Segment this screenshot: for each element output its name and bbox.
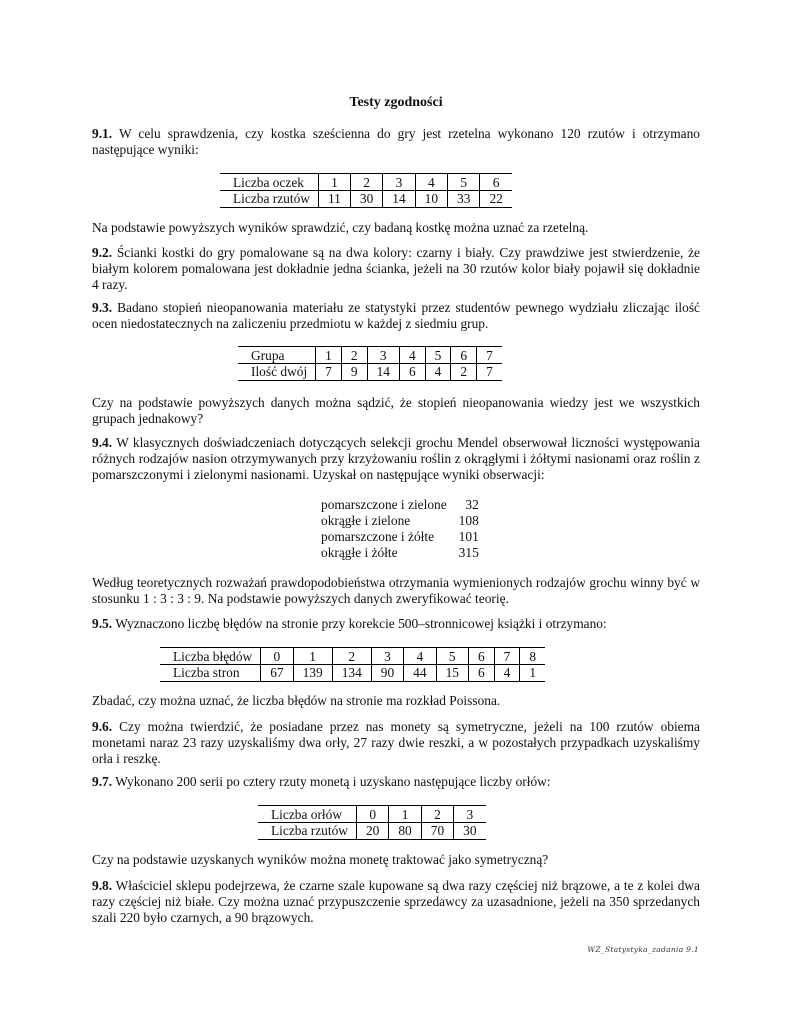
exercise-number: 9.1. bbox=[92, 126, 113, 141]
table-row bbox=[220, 191, 512, 208]
table-cell: 5 bbox=[448, 174, 480, 191]
table-cell: 2 bbox=[421, 806, 453, 823]
table-cell: 15 bbox=[436, 665, 468, 682]
table-9-3 bbox=[238, 346, 502, 381]
row-label: Grupa bbox=[238, 347, 316, 364]
table-cell: 134 bbox=[332, 665, 371, 682]
exercise-9-7-question: Czy na podstawie uzyskanych wyników można monetę traktować jako symetryczną? bbox=[92, 852, 549, 867]
exercise-9-3-question: Czy na podstawie powyższych danych można sądzić, że stopień nieopanowania wiedzy jest we wszystkich grupach jednakowy? bbox=[92, 395, 700, 426]
table-cell: 5 bbox=[425, 347, 451, 364]
table-9-4 bbox=[321, 497, 479, 561]
table-cell: 11 bbox=[318, 191, 350, 208]
exercise-text: W celu sprawdzenia, czy kostka sześcienna do gry jest rzetelna wykonano 120 rzutów i otrzymano następujące wyniki: bbox=[92, 126, 701, 157]
table-cell: 90 bbox=[371, 665, 403, 682]
exercise-9-7 bbox=[92, 774, 700, 790]
exercise-9-4-question: Według teoretycznych rozważań prawdopodobieństwa otrzymania wymienionych rodzajów grochu winny być w stosunku 1 : 3 : 3 : 9. Na podstawie powyższych danych zweryfikować teorię. bbox=[92, 575, 700, 606]
table-cell: 2 bbox=[451, 364, 477, 381]
table-cell: 9 bbox=[341, 364, 367, 381]
table-cell: 2 bbox=[350, 174, 382, 191]
table-cell: 3 bbox=[367, 347, 399, 364]
exercise-9-5 bbox=[92, 616, 700, 632]
table-cell: 4 bbox=[399, 347, 425, 364]
table-cell: 2 bbox=[341, 347, 367, 364]
table-cell: 1 bbox=[520, 665, 545, 682]
table-cell: 44 bbox=[404, 665, 436, 682]
table-9-7 bbox=[258, 805, 486, 840]
table-cell: 1 bbox=[316, 347, 342, 364]
table-cell: 80 bbox=[389, 823, 421, 840]
table-cell: 4 bbox=[415, 174, 447, 191]
table-cell: 30 bbox=[454, 823, 486, 840]
row-label: pomarszczone i żółte bbox=[321, 529, 435, 544]
table-cell: 3 bbox=[383, 174, 415, 191]
table-cell: 22 bbox=[480, 191, 512, 208]
exercise-text: Wykonano 200 serii po cztery rzuty monetą i uzyskano następujące liczby orłów: bbox=[115, 774, 551, 789]
exercise-number: 9.5. bbox=[92, 616, 113, 631]
table-header-row bbox=[160, 648, 545, 665]
table-cell: 14 bbox=[383, 191, 415, 208]
table-cell: 4 bbox=[494, 665, 520, 682]
table-cell: 14 bbox=[367, 364, 399, 381]
table-cell: 7 bbox=[316, 364, 342, 381]
table-9-5 bbox=[160, 647, 545, 682]
table-cell: 32 bbox=[465, 497, 479, 512]
table-header-row bbox=[220, 174, 512, 191]
table-row bbox=[160, 665, 545, 682]
row-label: Liczba rzutów bbox=[220, 191, 318, 208]
exercise-number: 9.3. bbox=[92, 300, 113, 315]
exercise-9-4 bbox=[92, 435, 700, 483]
table-cell: 6 bbox=[468, 648, 494, 665]
exercise-9-8 bbox=[92, 878, 700, 926]
exercise-text: W klasycznych doświadczeniach dotyczących selekcji grochu Mendel obserwował liczności występowania różnych rodzajów nasion otrzymywanych przy krzyżowaniu roślin z okrągłymi i żółtymi nasionami oraz roślin z pomarszczonymi i zielonymi nasionami. Uzyskał on następujące wyniki obserwacji: bbox=[92, 435, 700, 482]
exercise-text: Badano stopień nieopanowania materiału ze statystyki przez studentów pewnego wydziału zliczając ilość ocen niedostatecznych na zaliczeniu przedmiotu w każdej z siedmiu grup. bbox=[92, 300, 700, 331]
table-cell: 2 bbox=[332, 648, 371, 665]
table-9-1 bbox=[220, 173, 512, 208]
exercise-number: 9.7. bbox=[92, 774, 113, 789]
table-cell: 6 bbox=[451, 347, 477, 364]
page-title: Testy zgodności bbox=[349, 95, 443, 110]
table-cell: 7 bbox=[477, 364, 502, 381]
table-row bbox=[238, 364, 502, 381]
table-cell: 6 bbox=[480, 174, 512, 191]
table-cell: 8 bbox=[520, 648, 545, 665]
table-cell: 1 bbox=[293, 648, 332, 665]
exercise-text: Wyznaczono liczbę błędów na stronie przy korekcie 500–stronnicowej książki i otrzymano: bbox=[115, 616, 607, 631]
table-cell: 30 bbox=[350, 191, 382, 208]
table-cell: 1 bbox=[318, 174, 350, 191]
table-cell: 33 bbox=[448, 191, 480, 208]
table-row bbox=[258, 823, 486, 840]
table-cell: 70 bbox=[421, 823, 453, 840]
table-cell: 315 bbox=[458, 545, 479, 560]
row-label: okrągłe i żółte bbox=[321, 545, 398, 560]
table-cell: 10 bbox=[415, 191, 447, 208]
exercise-9-3 bbox=[92, 300, 700, 332]
exercise-number: 9.8. bbox=[92, 878, 113, 893]
table-header-row bbox=[238, 347, 502, 364]
exercise-9-2 bbox=[92, 245, 700, 293]
exercise-9-1 bbox=[92, 126, 700, 158]
table-cell: 6 bbox=[399, 364, 425, 381]
table-header-row bbox=[258, 806, 486, 823]
exercise-9-5-question: Zbadać, czy można uznać, że liczba błędów na stronie ma rozkład Poissona. bbox=[92, 693, 501, 708]
page-footer: WZ_Statystyka_zadania 9.1 bbox=[587, 945, 699, 954]
table-cell: 20 bbox=[356, 823, 388, 840]
exercise-number: 9.4. bbox=[92, 435, 113, 450]
table-cell: 1 bbox=[389, 806, 421, 823]
table-row bbox=[321, 545, 479, 561]
exercise-text: Ścianki kostki do gry pomalowane są na dwa kolory: czarny i biały. Czy prawdziwe jest stwierdzenie, że białym kolorem pomalowana jest dokładnie jedna ścianka, jeżeli na 30 rzutów kolor biały pojawił się dokładnie 4 razy. bbox=[92, 245, 700, 292]
exercise-number: 9.6. bbox=[92, 719, 113, 734]
table-cell: 6 bbox=[468, 665, 494, 682]
row-label: okrągłe i zielone bbox=[321, 513, 411, 528]
table-row bbox=[321, 513, 479, 529]
exercise-number: 9.2. bbox=[92, 245, 113, 260]
row-label: Liczba stron bbox=[160, 665, 261, 682]
table-row bbox=[321, 529, 479, 545]
table-cell: 108 bbox=[458, 513, 479, 528]
row-label: Ilość dwój bbox=[238, 364, 316, 381]
table-cell: 7 bbox=[494, 648, 520, 665]
exercise-9-1-question: Na podstawie powyższych wyników sprawdzić, czy badaną kostkę można uznać za rzetelną. bbox=[92, 220, 589, 235]
exercise-text: Właściciel sklepu podejrzewa, że czarne szale kupowane są dwa razy częściej niż brązowe, a te z kolei dwa razy częściej niż białe. Czy można uznać przypuszczenie sprzedawcy za uzasadnione, jeżeli na 350 sprzedanych szali 220 było czarnych, a 90 brązowych. bbox=[92, 878, 700, 925]
table-cell: 0 bbox=[261, 648, 293, 665]
table-cell: 67 bbox=[261, 665, 293, 682]
table-cell: 5 bbox=[436, 648, 468, 665]
table-cell: 7 bbox=[477, 347, 502, 364]
row-label: Liczba rzutów bbox=[258, 823, 356, 840]
table-cell: 139 bbox=[293, 665, 332, 682]
table-cell: 101 bbox=[458, 529, 479, 544]
exercise-9-6 bbox=[92, 719, 700, 767]
row-label: Liczba oczek bbox=[220, 174, 318, 191]
row-label: Liczba orłów bbox=[258, 806, 356, 823]
table-cell: 0 bbox=[356, 806, 388, 823]
table-row bbox=[321, 497, 479, 513]
table-cell: 3 bbox=[454, 806, 486, 823]
table-cell: 4 bbox=[425, 364, 451, 381]
row-label: pomarszczone i zielone bbox=[321, 497, 447, 512]
table-cell: 3 bbox=[371, 648, 403, 665]
row-label: Liczba błędów bbox=[160, 648, 261, 665]
table-cell: 4 bbox=[404, 648, 436, 665]
exercise-text: Czy można twierdzić, że posiadane przez nas monety są symetryczne, jeżeli na 100 rzutów obiema monetami naraz 23 razy uzyskaliśmy dwa orły, 27 razy dwie reszki, a w pozostałych przypadkach uzyskaliśmy orła i reszkę. bbox=[92, 719, 700, 766]
